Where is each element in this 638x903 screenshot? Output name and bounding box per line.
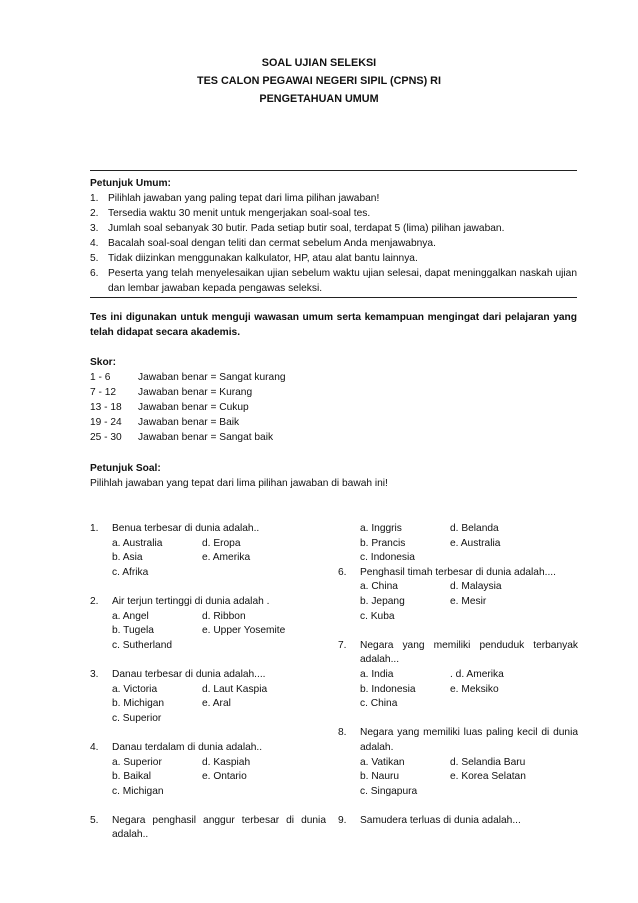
score-row	[90, 430, 577, 445]
question-2	[90, 595, 326, 653]
option-a: a. China	[360, 581, 398, 593]
option-b: b. Tugela	[112, 625, 154, 637]
score-range: 1 - 6	[90, 372, 111, 383]
instruction-text: Pilihlah jawaban yang paling tepat dari lima pilihan jawaban!	[108, 193, 380, 204]
option-a: a. Superior	[112, 756, 162, 768]
score-row	[90, 370, 577, 385]
option-a: a. Victoria	[112, 683, 158, 695]
question-number: 7.	[338, 639, 347, 651]
header-title: SOAL UJIAN SELEKSI	[261, 57, 377, 69]
question-number: 9.	[338, 814, 347, 826]
instruction-number: 4.	[90, 238, 99, 249]
instruction-text: Peserta yang telah menyelesaikan ujian sebelum waktu ujian selesai, dapat meninggalkan naskah ujian dan lembar jawaban kepada pengawas seleksi.	[108, 268, 577, 294]
option-c: c. Afrika	[112, 566, 149, 578]
question-text: Danau terdalam di dunia adalah..	[112, 741, 263, 753]
score-description: Jawaban benar = Sangat kurang	[138, 372, 286, 383]
general-instructions	[90, 176, 577, 296]
question-instructions-text: Pilihlah jawaban yang tepat dari lima pilihan jawaban di bawah ini!	[90, 478, 388, 489]
instruction-item	[90, 206, 577, 221]
question-3	[90, 668, 326, 726]
option-a: a. Inggris	[360, 523, 402, 534]
question-instructions	[90, 461, 577, 491]
instruction-text: Jumlah soal sebanyak 30 butir. Pada setiap butir soal, terdapat 5 (lima) pilihan jawaban.	[108, 223, 505, 234]
option-d: d. Laut Kaspia	[202, 683, 268, 695]
question-number: 2.	[90, 595, 99, 607]
score-row	[90, 400, 577, 415]
option-c: c. Michigan	[112, 785, 164, 797]
intro-paragraph: Tes ini digunakan untuk menguji wawasan umum serta kemampuan mengingat dari pelajaran yang telah didapat secara akademis.	[90, 312, 577, 338]
score-description: Jawaban benar = Baik	[138, 417, 240, 428]
option-d: d. Malaysia	[450, 581, 502, 593]
instruction-item	[90, 251, 577, 266]
score-range: 19 - 24	[90, 417, 122, 428]
option-e: e. Aral	[202, 698, 231, 710]
score-range: 25 - 30	[90, 432, 122, 443]
score-range: 7 - 12	[90, 387, 117, 398]
option-b: b. Jepang	[360, 595, 405, 607]
question-text: Danau terbesar di dunia adalah....	[112, 668, 266, 680]
top-divider	[90, 170, 577, 171]
option-c: c. Sutherland	[112, 639, 173, 651]
option-b: b. Asia	[112, 552, 143, 564]
option-d: d. Selandia Baru	[450, 756, 526, 768]
score-title: Skor:	[90, 357, 117, 368]
question-number: 6.	[338, 566, 347, 578]
option-e: e. Meksiko	[450, 683, 499, 695]
option-e: e. Amerika	[202, 552, 251, 564]
question-9	[338, 814, 578, 829]
question-text: Benua terbesar di dunia adalah..	[112, 523, 260, 534]
option-b: b. Nauru	[360, 771, 400, 783]
option-c: c. Indonesia	[360, 552, 415, 564]
score-description: Jawaban benar = Cukup	[138, 402, 249, 413]
question-text: Penghasil timah terbesar di dunia adalah....	[360, 566, 556, 578]
option-d: d. Eropa	[202, 537, 241, 549]
instruction-item	[90, 236, 577, 251]
option-c: c. Singapura	[360, 785, 418, 797]
question-number: 4.	[90, 741, 99, 753]
question-text: Air terjun tertinggi di dunia adalah .	[112, 595, 270, 607]
instruction-item	[90, 221, 577, 236]
question-1	[90, 522, 326, 580]
questions-left-column	[90, 522, 326, 843]
option-e: e. Korea Selatan	[450, 771, 526, 783]
option-c: c. Kuba	[360, 610, 395, 622]
option-e: e. Australia	[450, 537, 501, 549]
header-subtitle: TES CALON PEGAWAI NEGERI SIPIL (CPNS) RI	[197, 75, 441, 87]
question-8	[338, 726, 578, 799]
option-e: e. Mesir	[450, 595, 487, 607]
option-a: a. India	[360, 668, 394, 680]
instruction-item	[90, 266, 577, 296]
option-a: a. Angel	[112, 610, 149, 622]
questions-right-column	[338, 522, 578, 828]
question-number: 8.	[338, 727, 347, 739]
question-7	[338, 639, 578, 712]
question-text: Samudera terluas di dunia adalah...	[360, 814, 521, 826]
instruction-item	[90, 191, 577, 206]
instruction-number: 3.	[90, 223, 99, 234]
question-text: Negara yang memiliki luas paling kecil di dunia adalah.	[360, 727, 578, 753]
question-number: 1.	[90, 523, 99, 534]
document-header	[0, 54, 638, 108]
score-description: Jawaban benar = Sangat baik	[138, 432, 274, 443]
instruction-text: Tersedia waktu 30 menit untuk mengerjakan soal-soal tes.	[108, 208, 371, 219]
score-row	[90, 385, 577, 400]
instruction-number: 2.	[90, 208, 99, 219]
option-e: e. Ontario	[202, 771, 247, 783]
instruction-text: Bacalah soal-soal dengan teliti dan cermat sebelum Anda menjawabnya.	[108, 238, 436, 249]
question-text: Negara yang memiliki penduduk terbanyak adalah...	[360, 639, 578, 666]
score-description: Jawaban benar = Kurang	[138, 387, 253, 398]
score-row	[90, 415, 577, 430]
instruction-number: 1.	[90, 193, 99, 204]
question-6	[338, 566, 578, 624]
question-5	[90, 814, 326, 843]
option-d: d. Ribbon	[202, 610, 246, 622]
option-e: e. Upper Yosemite	[202, 625, 286, 637]
option-b: b. Baikal	[112, 771, 152, 783]
option-c: c. China	[360, 698, 398, 710]
option-d: . d. Amerika	[450, 668, 504, 680]
option-a: a. Australia	[112, 537, 163, 549]
bottom-divider	[90, 297, 577, 298]
option-b: b. Indonesia	[360, 683, 416, 695]
option-b: b. Michigan	[112, 698, 165, 710]
question-number: 5.	[90, 814, 99, 826]
header-subject: PENGETAHUAN UMUM	[259, 93, 379, 105]
question-number: 3.	[90, 668, 99, 680]
score-range: 13 - 18	[90, 402, 122, 413]
question-instructions-title: Petunjuk Soal:	[90, 463, 161, 474]
option-c: c. Superior	[112, 712, 162, 724]
option-a: a. Vatikan	[360, 756, 405, 768]
general-instructions-title: Petunjuk Umum:	[90, 178, 171, 189]
instruction-number: 6.	[90, 268, 99, 279]
question-5-options	[338, 522, 578, 566]
score-section	[90, 355, 577, 445]
question-4	[90, 741, 326, 799]
question-text: Negara penghasil anggur terbesar di dunia adalah..	[112, 814, 326, 841]
option-b: b. Prancis	[360, 537, 406, 549]
instruction-number: 5.	[90, 253, 99, 264]
instruction-text: Tidak diizinkan menggunakan kalkulator, HP, atau alat bantu lainnya.	[108, 253, 418, 264]
option-d: d. Belanda	[450, 523, 499, 534]
option-d: d. Kaspiah	[202, 756, 251, 768]
